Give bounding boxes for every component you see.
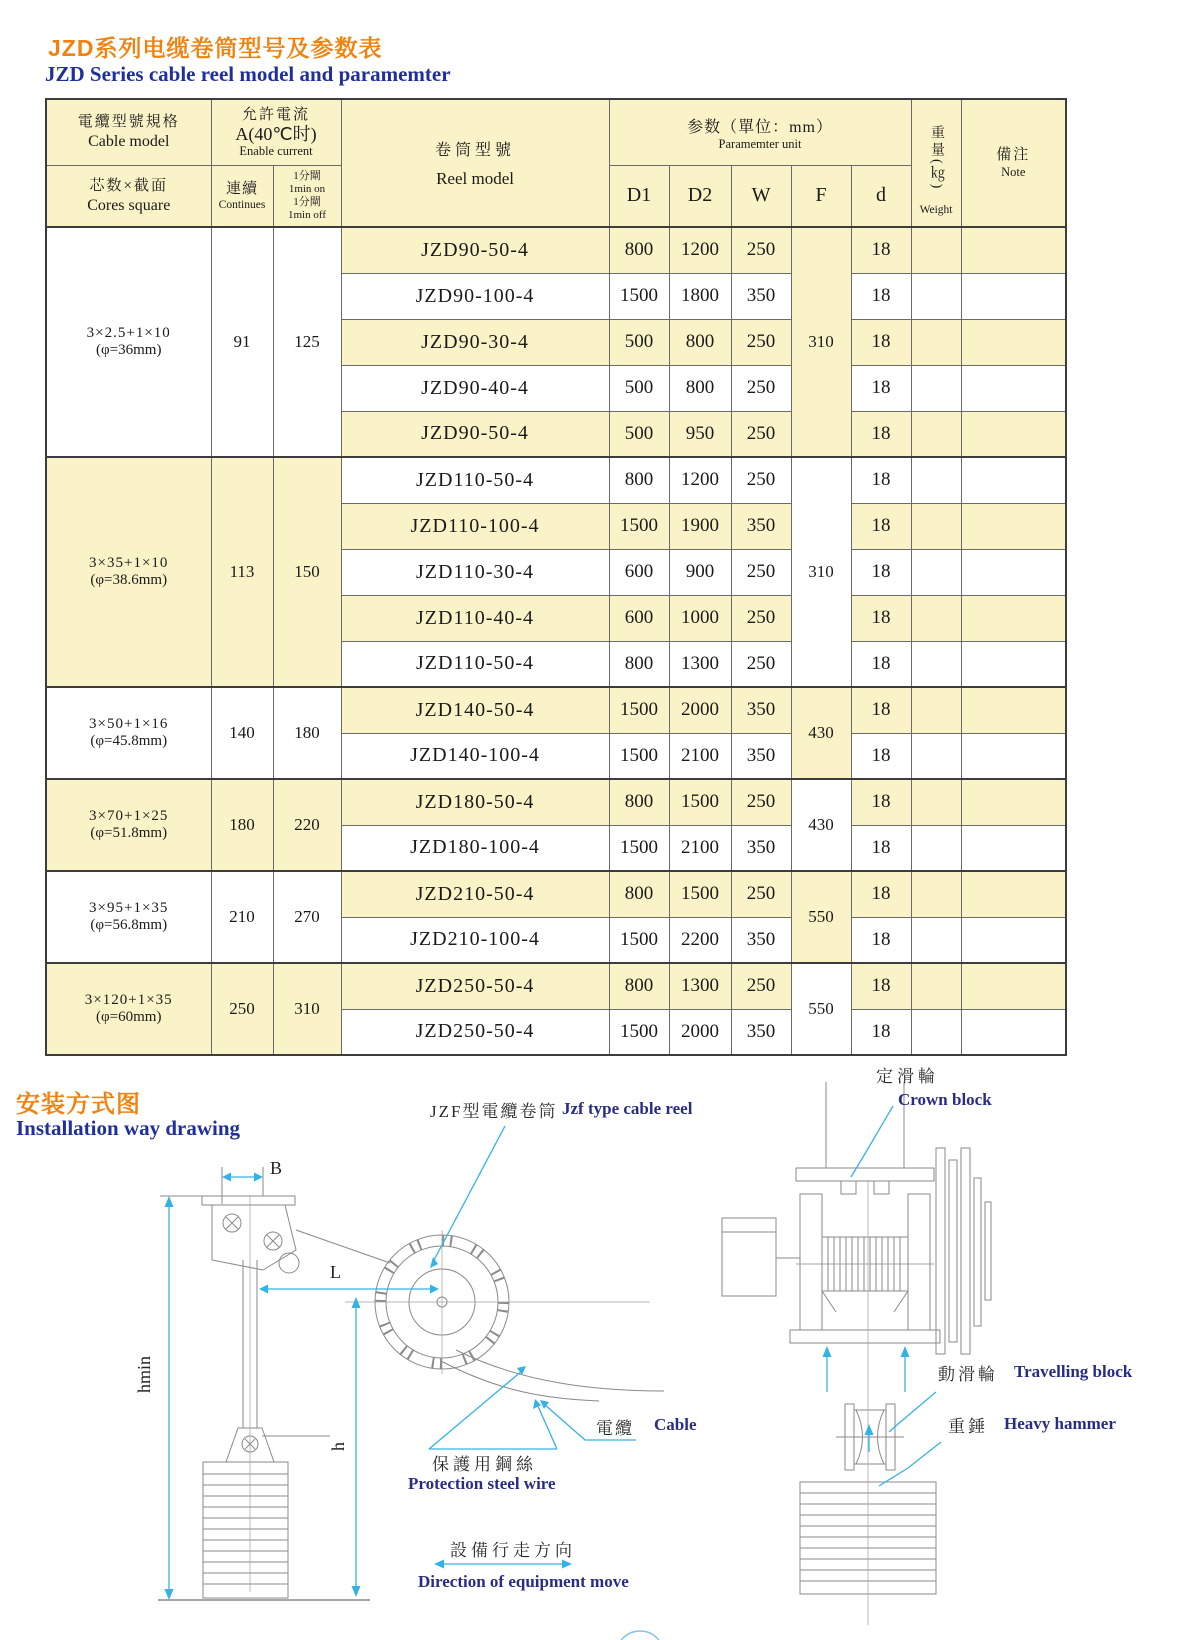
- header-cont-en: Continues: [218, 198, 266, 211]
- d1-cell: 1500: [609, 825, 669, 871]
- w-cell: 350: [731, 273, 791, 319]
- note-cell: [961, 687, 1066, 733]
- header-weight-en: Weight: [919, 204, 953, 216]
- 1min-cell: 150: [273, 457, 341, 687]
- d1-cell: 1500: [609, 1009, 669, 1055]
- d-cell: 18: [851, 1009, 911, 1055]
- header-weight: [911, 99, 961, 227]
- reel-model-cell: JZD180-50-4: [341, 779, 609, 825]
- header-note: [961, 99, 1066, 227]
- d-cell: 18: [851, 595, 911, 641]
- d-cell: 18: [851, 963, 911, 1009]
- heavy-hammer-label-en: Heavy hammer: [1004, 1414, 1116, 1433]
- header-param-zh: 参数（單位：mm）: [687, 118, 833, 136]
- reel-model-cell: JZD110-40-4: [341, 595, 609, 641]
- direction-label-zh: 設備行走方向: [450, 1541, 576, 1560]
- d1-cell: 1500: [609, 733, 669, 779]
- header-weight-zh: 重量(㎏): [929, 124, 945, 192]
- weight-cell: [911, 319, 961, 365]
- dimension-hmin-label: hmin: [134, 1355, 155, 1394]
- d1-cell: 500: [609, 365, 669, 411]
- page-title-en: JZD Series cable reel model and paramemter: [45, 62, 451, 86]
- weight-cell: [911, 779, 961, 825]
- reel-model-cell: JZD90-100-4: [341, 273, 609, 319]
- reel-model-cell: JZD250-50-4: [341, 1009, 609, 1055]
- reel-model-cell: JZD140-100-4: [341, 733, 609, 779]
- d1-cell: 600: [609, 549, 669, 595]
- d1-cell: 800: [609, 963, 669, 1009]
- w-cell: 250: [731, 227, 791, 273]
- d1-cell: 1500: [609, 503, 669, 549]
- note-cell: [961, 503, 1066, 549]
- cable-diameter: (φ=45.8mm): [90, 733, 168, 749]
- d2-cell: 800: [669, 319, 731, 365]
- d-cell: 18: [851, 503, 911, 549]
- w-cell: 350: [731, 1009, 791, 1055]
- d1-cell: 500: [609, 319, 669, 365]
- note-cell: [961, 457, 1066, 503]
- header-cores-en: Cores square: [87, 196, 171, 214]
- header-min-on-en: 1min on: [288, 182, 326, 195]
- d2-cell: 2200: [669, 917, 731, 963]
- note-cell: [961, 733, 1066, 779]
- dimension-l-label: L: [330, 1262, 341, 1282]
- d1-cell: 800: [609, 641, 669, 687]
- cable-model-cell: [46, 227, 211, 457]
- w-cell: 250: [731, 641, 791, 687]
- d2-cell: 2000: [669, 687, 731, 733]
- reel-model-cell: JZD110-100-4: [341, 503, 609, 549]
- w-cell: 250: [731, 779, 791, 825]
- heavy-hammer-label-zh: 重錘: [948, 1417, 988, 1436]
- note-cell: [961, 871, 1066, 917]
- header-reel-model: [341, 99, 609, 227]
- d2-cell: 800: [669, 365, 731, 411]
- d2-cell: 1300: [669, 641, 731, 687]
- reel-model-cell: JZD90-40-4: [341, 365, 609, 411]
- note-cell: [961, 549, 1066, 595]
- weight-cell: [911, 411, 961, 457]
- d-cell: 18: [851, 319, 911, 365]
- d-cell: 18: [851, 549, 911, 595]
- d-cell: 18: [851, 779, 911, 825]
- d1-cell: 800: [609, 457, 669, 503]
- crown-block-label-zh: 定滑輪: [876, 1067, 939, 1086]
- cable-spec: 3×95+1×35: [89, 900, 169, 916]
- cable-spec: 3×120+1×35: [84, 992, 173, 1008]
- header-current-formula: A(40℃时): [235, 123, 317, 144]
- d1-cell: 600: [609, 595, 669, 641]
- header-min-off-en: 1min off: [288, 208, 326, 221]
- continues-cell: 210: [211, 871, 273, 963]
- continues-cell: 140: [211, 687, 273, 779]
- d-cell: 18: [851, 227, 911, 273]
- d2-cell: 2000: [669, 1009, 731, 1055]
- w-cell: 250: [731, 457, 791, 503]
- reel-model-cell: JZD210-50-4: [341, 871, 609, 917]
- 1min-cell: 125: [273, 227, 341, 457]
- d2-cell: 900: [669, 549, 731, 595]
- weight-cell: [911, 917, 961, 963]
- header-reel-en: Reel model: [436, 169, 514, 188]
- header-w: W: [731, 165, 791, 227]
- reel-label-en: Jzf type cable reel: [562, 1099, 693, 1118]
- 1min-cell: 220: [273, 779, 341, 871]
- f-cell: 310: [791, 457, 851, 687]
- header-min-off-zh: 1分閘: [293, 195, 321, 208]
- w-cell: 250: [731, 411, 791, 457]
- header-d2: D2: [669, 165, 731, 227]
- weight-cell: [911, 365, 961, 411]
- header-d1: D1: [609, 165, 669, 227]
- reel-model-cell: JZD90-50-4: [341, 411, 609, 457]
- weight-cell: [911, 825, 961, 871]
- d-cell: 18: [851, 687, 911, 733]
- header-parameter: [609, 99, 911, 165]
- header-note-en: Note: [1001, 165, 1026, 180]
- w-cell: 250: [731, 319, 791, 365]
- w-cell: 350: [731, 733, 791, 779]
- d1-cell: 1500: [609, 687, 669, 733]
- note-cell: [961, 641, 1066, 687]
- f-cell: 550: [791, 963, 851, 1055]
- note-cell: [961, 963, 1066, 1009]
- protection-wire-label-zh: 保護用鋼絲: [432, 1455, 537, 1474]
- weight-cell: [911, 503, 961, 549]
- cable-diameter: (φ=38.6mm): [90, 572, 168, 588]
- reel-model-cell: JZD210-100-4: [341, 917, 609, 963]
- weight-cell: [911, 641, 961, 687]
- cable-spec: 3×35+1×10: [89, 555, 169, 571]
- cable-model-cell: [46, 871, 211, 963]
- w-cell: 350: [731, 503, 791, 549]
- note-cell: [961, 319, 1066, 365]
- d1-cell: 1500: [609, 273, 669, 319]
- header-d: d: [851, 165, 911, 227]
- d2-cell: 1500: [669, 779, 731, 825]
- header-f: F: [791, 165, 851, 227]
- cable-spec: 3×70+1×25: [89, 808, 169, 824]
- reel-model-cell: JZD90-30-4: [341, 319, 609, 365]
- weight-cell: [911, 549, 961, 595]
- protection-wire-label-en: Protection steel wire: [408, 1474, 556, 1493]
- header-reel-zh: 卷筒型號: [435, 142, 516, 159]
- cable-label-zh: 電纜: [596, 1419, 634, 1438]
- d-cell: 18: [851, 365, 911, 411]
- w-cell: 350: [731, 825, 791, 871]
- d-cell: 18: [851, 917, 911, 963]
- d-cell: 18: [851, 825, 911, 871]
- weight-cell: [911, 1009, 961, 1055]
- weight-cell: [911, 227, 961, 273]
- note-cell: [961, 595, 1066, 641]
- installation-diagram: [0, 1055, 1200, 1640]
- weight-cell: [911, 595, 961, 641]
- header-continues: [211, 165, 273, 227]
- header-note-zh: 備注: [996, 147, 1031, 164]
- f-cell: 430: [791, 687, 851, 779]
- note-cell: [961, 779, 1066, 825]
- d-cell: 18: [851, 871, 911, 917]
- cable-diameter: (φ=56.8mm): [90, 917, 168, 933]
- reel-model-cell: JZD250-50-4: [341, 963, 609, 1009]
- d-cell: 18: [851, 411, 911, 457]
- weight-cell: [911, 457, 961, 503]
- header-current-en: Enable current: [239, 144, 313, 159]
- header-cable-model: [46, 99, 211, 165]
- reel-model-cell: JZD180-100-4: [341, 825, 609, 871]
- note-cell: [961, 365, 1066, 411]
- 1min-cell: 310: [273, 963, 341, 1055]
- reel-model-cell: JZD110-50-4: [341, 457, 609, 503]
- header-current-zh: 允許電流: [242, 106, 311, 123]
- dimension-b-label: B: [270, 1158, 283, 1178]
- travelling-block-label-en: Travelling block: [1014, 1362, 1133, 1381]
- d2-cell: 1800: [669, 273, 731, 319]
- w-cell: 250: [731, 365, 791, 411]
- f-cell: 310: [791, 227, 851, 457]
- d1-cell: 800: [609, 871, 669, 917]
- header-cable-model-zh: 電纜型號規格: [77, 114, 180, 131]
- d2-cell: 1000: [669, 595, 731, 641]
- d1-cell: 1500: [609, 917, 669, 963]
- d2-cell: 950: [669, 411, 731, 457]
- install-title-zh: 安装方式图: [16, 1091, 141, 1118]
- note-cell: [961, 273, 1066, 319]
- travelling-block-label-zh: 動滑輪: [938, 1365, 998, 1384]
- w-cell: 250: [731, 871, 791, 917]
- note-cell: [961, 825, 1066, 871]
- d2-cell: 1200: [669, 227, 731, 273]
- header-cores: [46, 165, 211, 227]
- w-cell: 250: [731, 595, 791, 641]
- note-cell: [961, 1009, 1066, 1055]
- direction-label-en: Direction of equipment move: [418, 1572, 629, 1591]
- w-cell: 350: [731, 917, 791, 963]
- header-enable-current: [211, 99, 341, 165]
- header-1min: [273, 165, 341, 227]
- header-cores-zh: 芯数×截面: [89, 177, 168, 194]
- 1min-cell: 180: [273, 687, 341, 779]
- note-cell: [961, 411, 1066, 457]
- f-cell: 430: [791, 779, 851, 871]
- continues-cell: 180: [211, 779, 273, 871]
- reel-model-cell: JZD90-50-4: [341, 227, 609, 273]
- d2-cell: 2100: [669, 825, 731, 871]
- weight-cell: [911, 733, 961, 779]
- cable-spec: 3×50+1×16: [89, 716, 169, 732]
- d-cell: 18: [851, 457, 911, 503]
- cable-model-cell: [46, 687, 211, 779]
- page-number-arc: [616, 1631, 664, 1640]
- d2-cell: 2100: [669, 733, 731, 779]
- 1min-cell: 270: [273, 871, 341, 963]
- d1-cell: 800: [609, 779, 669, 825]
- reel-label-zh: JZF型電纜卷筒: [430, 1102, 558, 1121]
- dimension-h-label: h: [328, 1442, 348, 1451]
- d-cell: 18: [851, 273, 911, 319]
- d1-cell: 800: [609, 227, 669, 273]
- header-cont-zh: 連續: [225, 180, 258, 197]
- w-cell: 350: [731, 687, 791, 733]
- d2-cell: 1300: [669, 963, 731, 1009]
- header-cable-model-en: Cable model: [88, 133, 170, 151]
- cable-spec: 3×2.5+1×10: [86, 325, 171, 341]
- cable-label-en: Cable: [654, 1415, 697, 1434]
- cable-model-cell: [46, 963, 211, 1055]
- cable-diameter: (φ=36mm): [96, 342, 162, 358]
- page-title-zh: JZD系列电缆卷筒型号及参数表: [48, 35, 383, 61]
- w-cell: 250: [731, 963, 791, 1009]
- weight-cell: [911, 273, 961, 319]
- d1-cell: 500: [609, 411, 669, 457]
- f-cell: 550: [791, 871, 851, 963]
- cable-diameter: (φ=51.8mm): [90, 825, 168, 841]
- header-min-on-zh: 1分閘: [293, 169, 321, 182]
- d2-cell: 1900: [669, 503, 731, 549]
- w-cell: 250: [731, 549, 791, 595]
- continues-cell: 91: [211, 227, 273, 457]
- reel-model-cell: JZD110-30-4: [341, 549, 609, 595]
- continues-cell: 250: [211, 963, 273, 1055]
- cable-model-cell: [46, 779, 211, 871]
- continues-cell: 113: [211, 457, 273, 687]
- note-cell: [961, 227, 1066, 273]
- reel-model-cell: JZD140-50-4: [341, 687, 609, 733]
- note-cell: [961, 917, 1066, 963]
- reel-model-cell: JZD110-50-4: [341, 641, 609, 687]
- weight-cell: [911, 871, 961, 917]
- install-title-en: Installation way drawing: [16, 1116, 241, 1140]
- header-param-en: Paramemter unit: [718, 136, 802, 151]
- weight-cell: [911, 963, 961, 1009]
- cable-model-cell: [46, 457, 211, 687]
- d-cell: 18: [851, 641, 911, 687]
- d-cell: 18: [851, 733, 911, 779]
- spec-table: [45, 98, 1067, 1056]
- weight-cell: [911, 687, 961, 733]
- d2-cell: 1500: [669, 871, 731, 917]
- crown-block-label-en: Crown block: [898, 1090, 992, 1109]
- d2-cell: 1200: [669, 457, 731, 503]
- cable-diameter: (φ=60mm): [96, 1009, 162, 1025]
